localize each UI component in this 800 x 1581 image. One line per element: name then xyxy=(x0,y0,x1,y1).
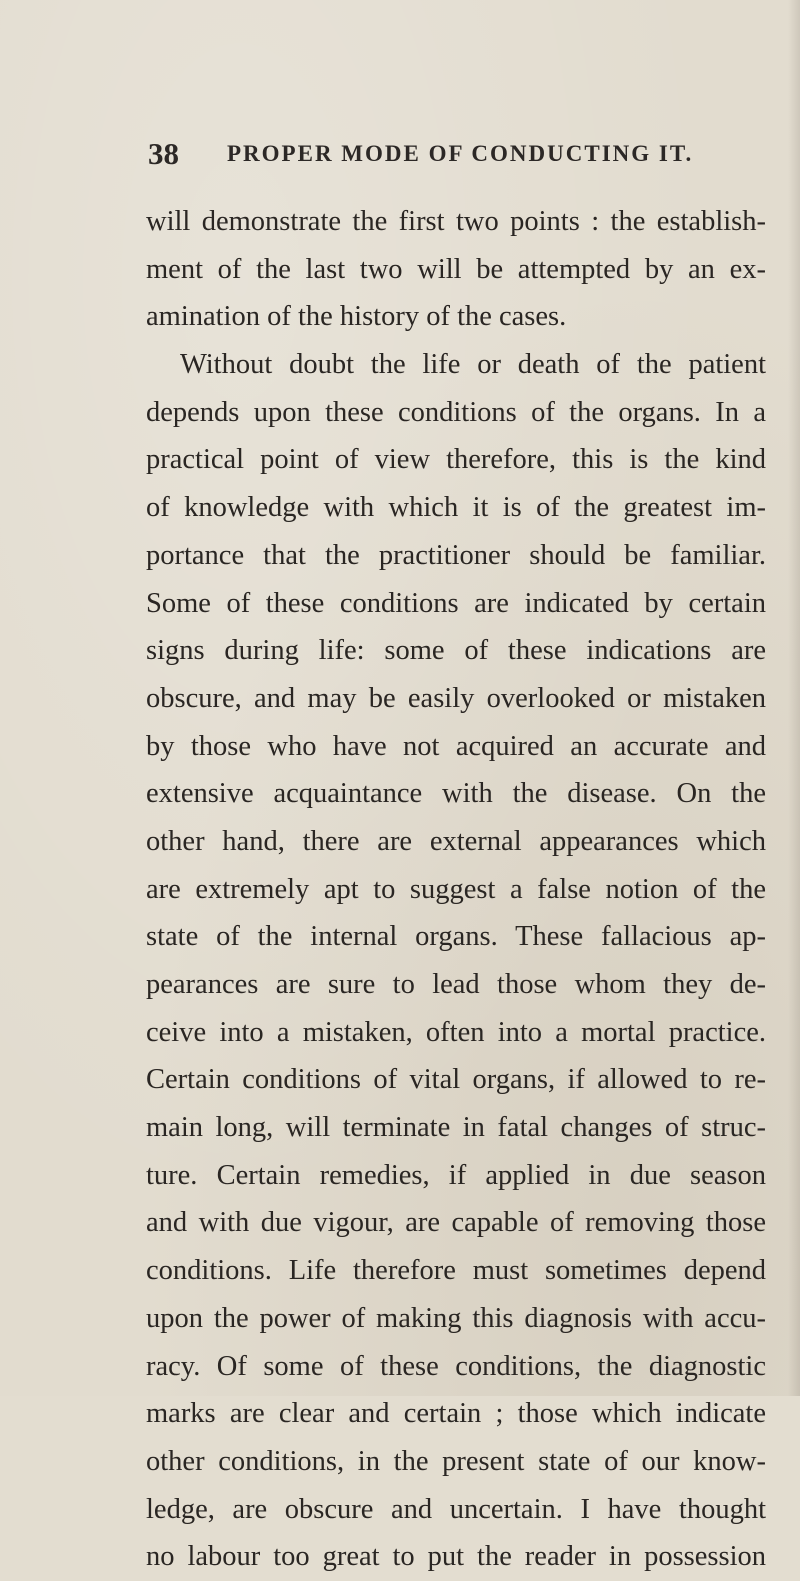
text-line: other hand, there are external appearances which xyxy=(146,825,766,857)
text-line: are extremely apt to suggest a false notion of the xyxy=(146,873,766,905)
body-text xyxy=(146,198,766,1581)
text-line: conditions. Life therefore must sometimes depend xyxy=(146,1255,766,1287)
text-line: state of the internal organs. These fallacious ap- xyxy=(146,921,766,953)
text-line: will demonstrate the first two points : the establish- xyxy=(146,206,766,237)
text-line: racy. Of some of these conditions, the diagnostic xyxy=(146,1350,766,1382)
text-line: ledge, are obscure and uncertain. I have thought xyxy=(146,1493,766,1525)
text-line: ture. Certain remedies, if applied in due season xyxy=(146,1159,766,1191)
text-line: amination of the history of the cases. xyxy=(146,301,567,333)
text-line: main long, will terminate in fatal changes of struc- xyxy=(146,1112,766,1144)
text-line: Certain conditions of vital organs, if allowed to re- xyxy=(146,1064,766,1096)
running-title: PROPER MODE OF CONDUCTING IT. xyxy=(227,141,694,166)
text-line: pearances are sure to lead those whom they de- xyxy=(146,969,766,1000)
text-line: portance that the practitioner should be familiar. xyxy=(146,539,766,571)
text-line: extensive acquaintance with the disease. On the xyxy=(146,778,766,810)
text-line: signs during life: some of these indications are xyxy=(146,635,766,667)
text-line: depends upon these conditions of the organs. In a xyxy=(146,396,766,428)
page-number: 38 xyxy=(148,136,179,171)
text-line: ment of the last two will be attempted by an ex- xyxy=(146,253,766,285)
text-line: of knowledge with which it is of the greatest im- xyxy=(146,492,766,524)
text-line: Some of these conditions are indicated by certain xyxy=(146,587,766,619)
text-line: ceive into a mistaken, often into a mortal practice. xyxy=(146,1016,766,1048)
text-line: obscure, and may be easily overlooked or mistaken xyxy=(146,682,766,714)
text-line: upon the power of making this diagnosis with accu- xyxy=(146,1302,766,1334)
text-line: Without doubt the life or death of the patient xyxy=(180,349,766,381)
text-line: no labour too great to put the reader in possession xyxy=(146,1541,766,1573)
text-line: marks are clear and certain ; those which indicate xyxy=(146,1398,766,1430)
page-header xyxy=(148,136,768,172)
text-line: by those who have not acquired an accurate and xyxy=(146,730,766,762)
text-line: and with due vigour, are capable of removing those xyxy=(146,1207,766,1239)
text-line: practical point of view therefore, this is the kind xyxy=(146,444,766,476)
text-line: other conditions, in the present state of our know- xyxy=(146,1445,766,1477)
page-edge-shadow xyxy=(788,0,800,1396)
